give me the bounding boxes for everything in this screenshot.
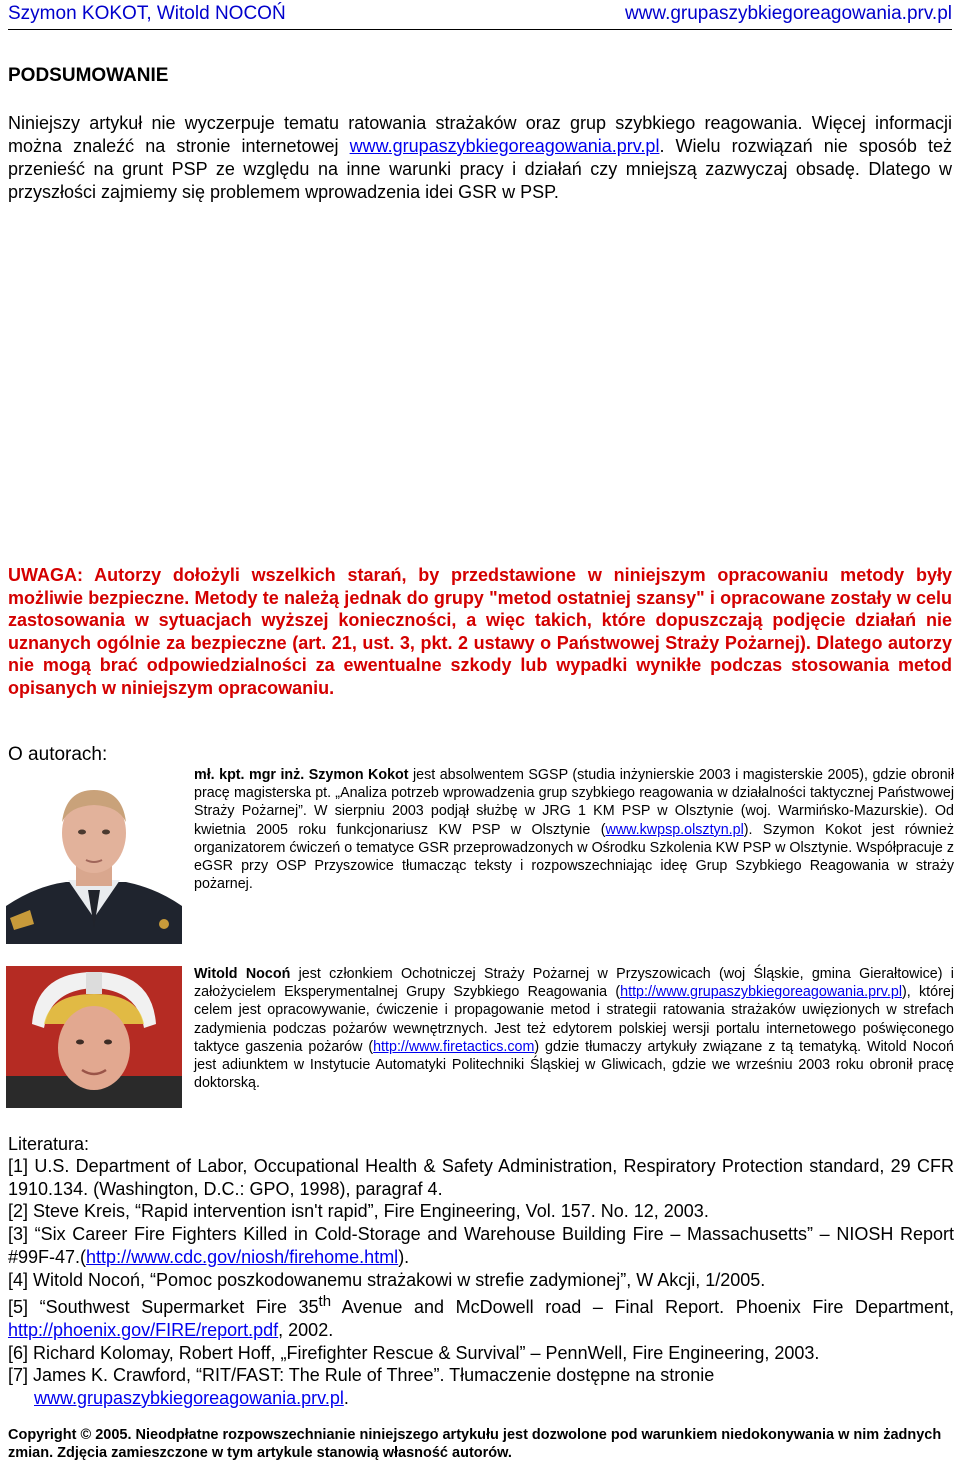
gsr-link[interactable]: http://www.grupaszybkiegoreagowania.prv.pl [620, 984, 902, 1001]
reference-5: [5] “Southwest Supermarket Fire 35th Avenue and McDowell road – Final Report. Phoenix Fire Department, http://phoenix.gov/FIRE/report.pdf, 2002. [8, 1293, 954, 1340]
page-header [8, 2, 952, 30]
bio-szymon-kokot: mł. kpt. mgr inż. Szymon Kokot jest absolwentem SGSP (studia inżynierskie 2003 i magisterskie 2005), gdzie obronił pracę magisterska pt. „Analiza potrzeb wprowadzenia grup szybkiego reagowania w działalności taktycznej Państwowej Straży Pożarnej”. W sierpniu 2003 podjął służbę w JRG 1 KM PSP w Olsztynie (woj. Warmińsko-Mazurskie). Od kwietnia 2005 roku funkcjonariusz KW PSP w Olsztynie (www.kwpsp.olsztyn.pl). Szymon Kokot jest również organizatorem ćwiczeń o tematyce GSR przeprowadzonych w Ośrodku Szkolenia KW PSP w Olsztynie. Współpracuje z eGSR przy OSP Przyszowice tłumacząc teksty i rozpowszechniając ideę Grup Szybkiego Reagowania w straży pożarnej. [194, 767, 954, 893]
reference-2: [2] Steve Kreis, “Rapid intervention isn't rapid”, Fire Engineering, Vol. 157. No. 12, 2003. [8, 1201, 709, 1222]
niosh-link[interactable]: http://www.cdc.gov/niosh/firehome.html [86, 1246, 399, 1267]
reference-3: [3] “Six Career Fire Fighters Killed in Cold-Storage and Warehouse Building Fire – Massachusetts” – NIOSH Report #99F-47.(http://www.cdc.gov/niosh/firehome.html). [8, 1224, 954, 1267]
reference-7-link[interactable]: www.grupaszybkiegoreagowania.prv.pl [34, 1388, 344, 1409]
warning-paragraph: UWAGA: Autorzy dołożyli wszelkich starań, by przedstawione w niniejszym opracowaniu metody były możliwie bezpieczne. Metody te należą jednak do grupy "metod ostatniej szansy" i opracowane zostały w celu zastosowania w sytuacjach wyższej konieczności, a więc takich, które dopuszczają podjęcie działań nie uznanych ogólnie za bezpieczne (art. 21, ust. 3, pkt. 2 ustawy o Państwowej Straży Pożarnej). Dlatego autorzy nie mogą brać odpowiedzialności za ewentualne szkody lub wypadki wynikłe podczas stosowania metod opisanych w niniejszym opracowaniu. [8, 565, 952, 698]
reference-6: [6] Richard Kolomay, Robert Hoff, „Firefighter Rescue & Survival” – PennWell, Fire Engineering, 2003. [8, 1342, 820, 1363]
header-authors: Szymon KOKOT, Witold NOCOŃ [8, 3, 286, 24]
summary-paragraph: Niniejszy artykuł nie wyczerpuje tematu ratowania strażaków oraz grup szybkiego reagowania. Więcej informacji można znaleźć na stronie internetowej www.grupaszybkiegoreagowania.prv.pl. Wielu rozwiązań nie sposób też przenieść na grunt PSP ze względu na inne warunki pracy i działań czy mniejszą zazwyczaj obsadę. Dlatego w przyszłości zajmiemy się problemem wprowadzenia idei GSR w PSP. [8, 113, 953, 202]
about-authors-title: O autorach: [8, 744, 108, 765]
literature-title: Literatura: [8, 1134, 90, 1154]
kwpsp-link[interactable]: www.kwpsp.olsztyn.pl [605, 821, 744, 838]
photo-szymon-kokot [6, 778, 182, 944]
reference-4: [4] Witold Nocoń, “Pomoc poszkodowanemu strażakowi w strefie zadymionej”, W Akcji, 1/2005. [8, 1269, 766, 1290]
reference-1: [1] U.S. Department of Labor, Occupational Health & Safety Administration, Respiratory Protection standard, 29 CFR 1910.134. (Washington, D.C.: GPO, 1998), paragraf 4. [8, 1156, 954, 1199]
phoenix-report-link[interactable]: http://phoenix.gov/FIRE/report.pdf [8, 1319, 279, 1340]
bio-witold-nocon: Witold Nocoń jest członkiem Ochotniczej Straży Pożarnej w Przyszowicach (woj Śląskie, gmina Gierałtowice) i założycielem Eksperymentalnej Grupy Szybkiego Reagowania (http://www.grupaszybkiegoreagowania.prv.pl), której celem jest opracowywanie, ćwiczenie i propagowanie metod i strategii ratowania strażaków uwięzionych w strefach zadymienia podczas pożarów wewnętrznych. Jest też edytorem polskiej wersji portalu internetowego poświęconego taktyce gaszenia pożarów (http://www.firetactics.com) gdzie tłumaczy artykuły związane z tą tematyką. Witold Nocoń jest adiunktem w Instytucie Automatyki Politechniki Śląskiej w Gliwicach, gdzie we wrześniu 2003 roku obronił pracę doktorską. [194, 966, 954, 1092]
firetactics-link[interactable]: http://www.firetactics.com [373, 1038, 535, 1055]
reference-7: [7] James K. Crawford, “RIT/FAST: The Rule of Three”. Tłumaczenie dostępne na stronie [8, 1365, 715, 1386]
copyright-footer: Copyright © 2005. Nieodpłatne rozpowszechnianie niniejszego artykułu jest dozwolone pod warunkiem niedokonywania w nim żadnych zmian. Zdjęcia zamieszczone w tym artykule stanowią własność autorów. [8, 1427, 942, 1461]
summary-site-link[interactable]: www.grupaszybkiegoreagowania.prv.pl [349, 136, 660, 156]
reference-list [8, 1155, 954, 1410]
reference-7-continuation: www.grupaszybkiegoreagowania.prv.pl. [34, 1388, 349, 1409]
header-site-link[interactable]: www.grupaszybkiegoreagowania.prv.pl [624, 3, 952, 24]
photo-witold-nocon [6, 966, 182, 1108]
summary-title: PODSUMOWANIE [8, 65, 169, 86]
